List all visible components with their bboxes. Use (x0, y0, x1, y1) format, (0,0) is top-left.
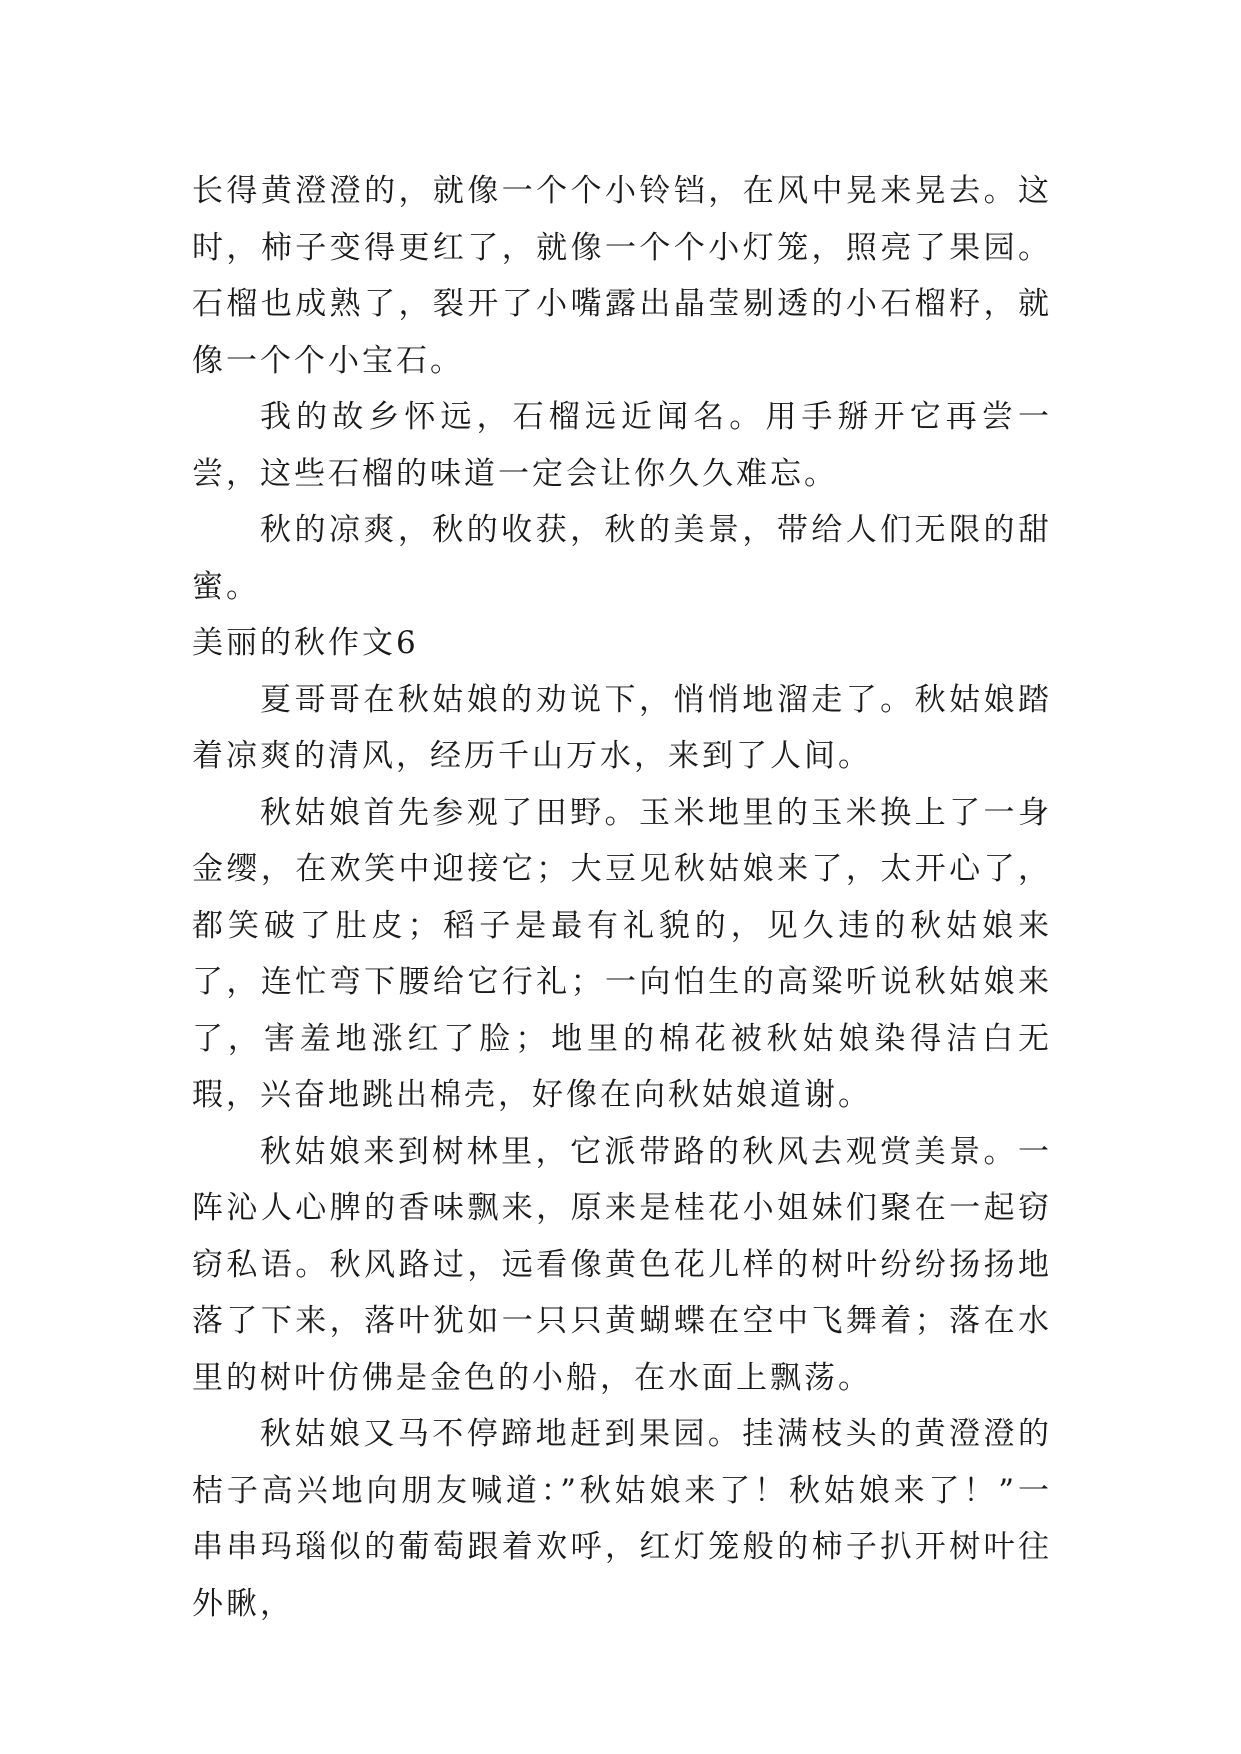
paragraph-orchard: 秋姑娘又马不停蹄地赶到果园。挂满枝头的黄澄澄的桔子高兴地向朋友喊道：”秋姑娘来了！秋姑娘来了！”一串串玛瑙似的葡萄跟着欢呼，红灯笼般的柿子扒开树叶往外瞅， (192, 1416, 1052, 1622)
paragraph-autumn-summary: 秋的凉爽，秋的收获，秋的美景，带给人们无限的甜蜜。 (192, 512, 1052, 605)
paragraph-summer-leaves: 夏哥哥在秋姑娘的劝说下，悄悄地溜走了。秋姑娘踏着凉爽的清风，经历千山万水，来到了人间。 (192, 681, 1052, 774)
document-body (192, 163, 1052, 1632)
paragraph-fields: 秋姑娘首先参观了田野。玉米地里的玉米换上了一身金缨，在欢笑中迎接它；大豆见秋姑娘来了，太开心了，都笑破了肚皮；稻子是最有礼貌的，见久违的秋姑娘来了，连忙弯下腰给它行礼；一向怕生的高粱听说秋姑娘来了，害羞地涨红了脸；地里的棉花被秋姑娘染得洁白无瑕，兴奋地跳出棉壳，好像在向秋姑娘道谢。 (192, 794, 1052, 1113)
paragraph-hometown-pomegranate: 我的故乡怀远，石榴远近闻名。用手掰开它再尝一尝，这些石榴的味道一定会让你久久难忘。 (192, 399, 1052, 492)
paragraph-continued-fruits: 长得黄澄澄的，就像一个个小铃铛，在风中晃来晃去。这时，柿子变得更红了，就像一个个小灯笼，照亮了果园。石榴也成熟了，裂开了小嘴露出晶莹剔透的小石榴籽，就像一个个小宝石。 (192, 173, 1052, 379)
essay-heading: 美丽的秋作文6 (192, 625, 419, 661)
paragraph-forest: 秋姑娘来到树林里，它派带路的秋风去观赏美景。一阵沁人心脾的香味飘来，原来是桂花小姐妹们聚在一起窃窃私语。秋风路过，远看像黄色花儿样的树叶纷纷扬扬地落了下来，落叶犹如一只只黄蝴蝶在空中飞舞着；落在水里的树叶仿佛是金色的小船，在水面上飘荡。 (192, 1133, 1052, 1396)
